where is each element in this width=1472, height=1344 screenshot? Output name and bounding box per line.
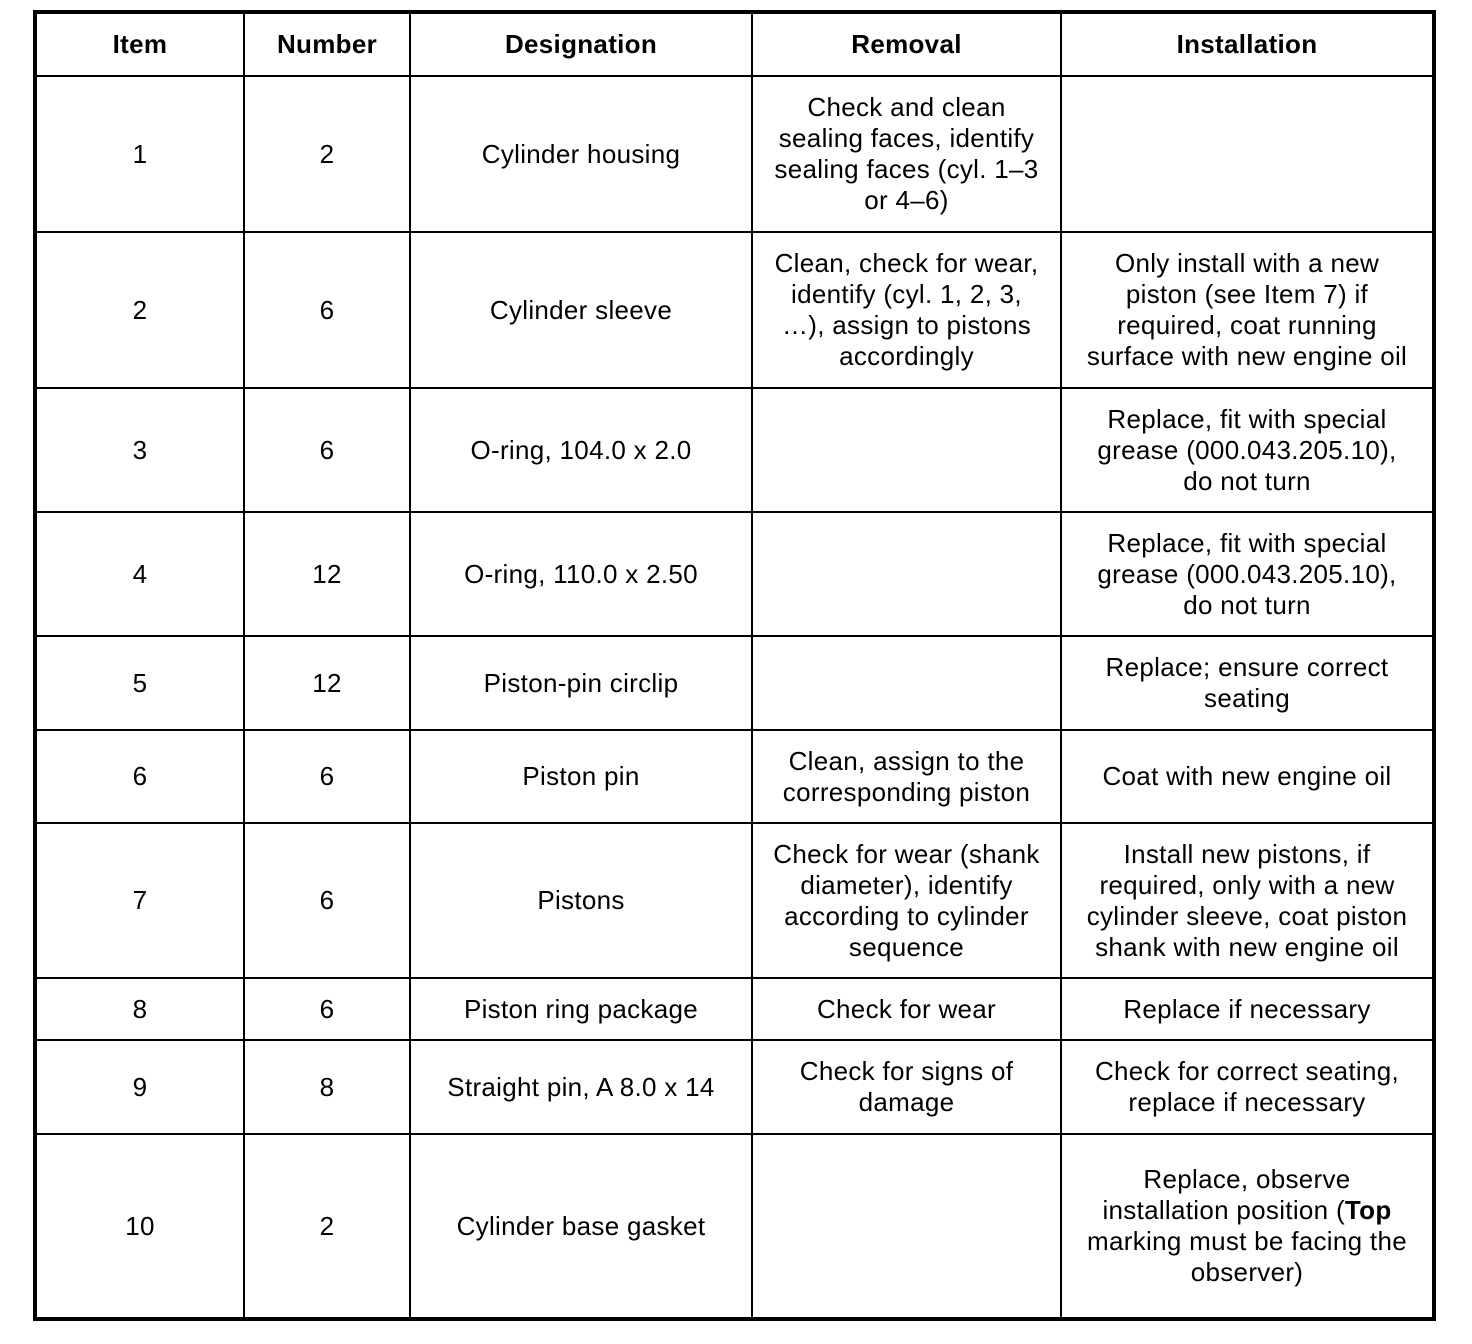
- table-row: [35, 1134, 1434, 1319]
- header-number: Number: [244, 12, 410, 76]
- cell-number: 2: [244, 1134, 410, 1319]
- removal-line: Clean, check for wear,: [774, 248, 1039, 278]
- removal-line: Check for signs of: [799, 1056, 1014, 1086]
- cell-designation: Piston ring package: [410, 978, 752, 1040]
- cell-removal: [752, 823, 1061, 978]
- table-row: [35, 1040, 1434, 1134]
- installation-line: do not turn: [1183, 589, 1311, 620]
- header-designation: Designation: [410, 12, 752, 76]
- cell-removal: [752, 388, 1061, 512]
- cell-item: 8: [35, 978, 244, 1040]
- cell-removal: [752, 730, 1061, 823]
- removal-line: diameter), identify: [800, 869, 1013, 900]
- cell-removal: [752, 636, 1061, 730]
- table-row: [35, 730, 1434, 823]
- cell-removal: [752, 76, 1061, 232]
- cell-installation: [1061, 1134, 1434, 1319]
- header-item: Item: [35, 12, 244, 76]
- removal-line: according to cylinder: [784, 900, 1029, 931]
- cell-removal: [752, 512, 1061, 636]
- header-removal: Removal: [752, 12, 1061, 76]
- cell-removal: [752, 1134, 1061, 1319]
- installation-line: Only install with a new: [1114, 248, 1380, 278]
- installation-line: Replace; ensure correct: [1105, 652, 1389, 682]
- cell-item: 1: [35, 76, 244, 232]
- installation-line: required, only with a new: [1099, 869, 1395, 900]
- installation-line: required, coat running: [1117, 310, 1377, 340]
- cell-number: 12: [244, 636, 410, 730]
- removal-line: …), assign to pistons: [781, 310, 1032, 340]
- installation-line: observer): [1190, 1257, 1304, 1287]
- cell-designation: Pistons: [410, 823, 752, 978]
- table-row: [35, 978, 1434, 1040]
- cell-item: 10: [35, 1134, 244, 1319]
- cell-number: 2: [244, 76, 410, 232]
- table-row: [35, 388, 1434, 512]
- cell-installation: [1061, 388, 1434, 512]
- installation-line: Check for correct seating,: [1094, 1056, 1400, 1086]
- cell-designation: Piston pin: [410, 730, 752, 823]
- installation-line: Replace, fit with special: [1107, 403, 1387, 434]
- cell-installation: [1061, 730, 1434, 823]
- installation-line: cylinder sleeve, coat piston: [1086, 900, 1408, 931]
- table-row: [35, 823, 1434, 978]
- installation-line: Coat with new engine oil: [1102, 761, 1392, 791]
- cell-item: 9: [35, 1040, 244, 1134]
- table-row: [35, 512, 1434, 636]
- cell-installation: [1061, 823, 1434, 978]
- cell-installation: [1061, 978, 1434, 1040]
- cell-removal: [752, 1040, 1061, 1134]
- installation-line: replace if necessary: [1128, 1087, 1366, 1117]
- cell-designation: Piston-pin circlip: [410, 636, 752, 730]
- installation-line: marking must be facing the: [1087, 1226, 1407, 1256]
- table-row: [35, 76, 1434, 232]
- installation-line: do not turn: [1183, 465, 1311, 496]
- cell-designation: O-ring, 104.0 x 2.0: [410, 388, 752, 512]
- cell-item: 7: [35, 823, 244, 978]
- cell-number: 8: [244, 1040, 410, 1134]
- removal-line: sequence: [848, 931, 965, 962]
- cell-number: 6: [244, 978, 410, 1040]
- removal-line: Check for wear: [816, 993, 997, 1024]
- cell-number: 6: [244, 388, 410, 512]
- installation-line: piston (see Item 7) if: [1125, 279, 1369, 309]
- cell-number: 6: [244, 823, 410, 978]
- cell-number: 12: [244, 512, 410, 636]
- removal-line: Check for wear (shank: [773, 838, 1040, 869]
- installation-text: installation position (: [1102, 1195, 1345, 1225]
- removal-line: Check and clean: [807, 92, 1006, 122]
- cell-number: 6: [244, 232, 410, 388]
- table-row: [35, 636, 1434, 730]
- cell-designation: Cylinder housing: [410, 76, 752, 232]
- parts-table: [33, 10, 1436, 1321]
- cell-installation: [1061, 232, 1434, 388]
- installation-line: seating: [1204, 683, 1290, 713]
- cell-item: 3: [35, 388, 244, 512]
- removal-line: identify (cyl. 1, 2, 3,: [791, 279, 1022, 309]
- installation-line: surface with new engine oil: [1086, 341, 1408, 371]
- cell-installation: [1061, 512, 1434, 636]
- cell-item: 5: [35, 636, 244, 730]
- installation-line: [1068, 1195, 1426, 1226]
- top-marking-label: Top: [1344, 1195, 1392, 1225]
- cell-designation: Cylinder sleeve: [410, 232, 752, 388]
- removal-line: damage: [858, 1087, 955, 1117]
- installation-line: grease (000.043.205.10),: [1097, 434, 1397, 465]
- header-row: [35, 12, 1434, 76]
- installation-line: grease (000.043.205.10),: [1097, 558, 1397, 589]
- cell-item: 4: [35, 512, 244, 636]
- table-row: [35, 232, 1434, 388]
- removal-line: or 4–6): [864, 185, 949, 215]
- cell-removal: [752, 978, 1061, 1040]
- removal-line: corresponding piston: [782, 776, 1031, 807]
- cell-item: 6: [35, 730, 244, 823]
- removal-line: sealing faces (cyl. 1–3: [774, 154, 1039, 184]
- cell-installation: [1061, 1040, 1434, 1134]
- cell-designation: Cylinder base gasket: [410, 1134, 752, 1319]
- cell-installation: [1061, 76, 1434, 232]
- installation-line: Replace, observe: [1143, 1164, 1351, 1194]
- cell-removal: [752, 232, 1061, 388]
- installation-line: Replace if necessary: [1123, 993, 1371, 1024]
- cell-number: 6: [244, 730, 410, 823]
- installation-line: shank with new engine oil: [1095, 931, 1399, 962]
- cell-designation: Straight pin, A 8.0 x 14: [410, 1040, 752, 1134]
- cell-item: 2: [35, 232, 244, 388]
- installation-line: Replace, fit with special: [1107, 527, 1387, 558]
- removal-line: accordingly: [839, 341, 974, 371]
- cell-installation: [1061, 636, 1434, 730]
- removal-line: sealing faces, identify: [778, 123, 1035, 153]
- removal-line: Clean, assign to the: [788, 745, 1025, 776]
- installation-line: Install new pistons, if: [1123, 838, 1371, 869]
- header-installation: Installation: [1061, 12, 1434, 76]
- cell-designation: O-ring, 110.0 x 2.50: [410, 512, 752, 636]
